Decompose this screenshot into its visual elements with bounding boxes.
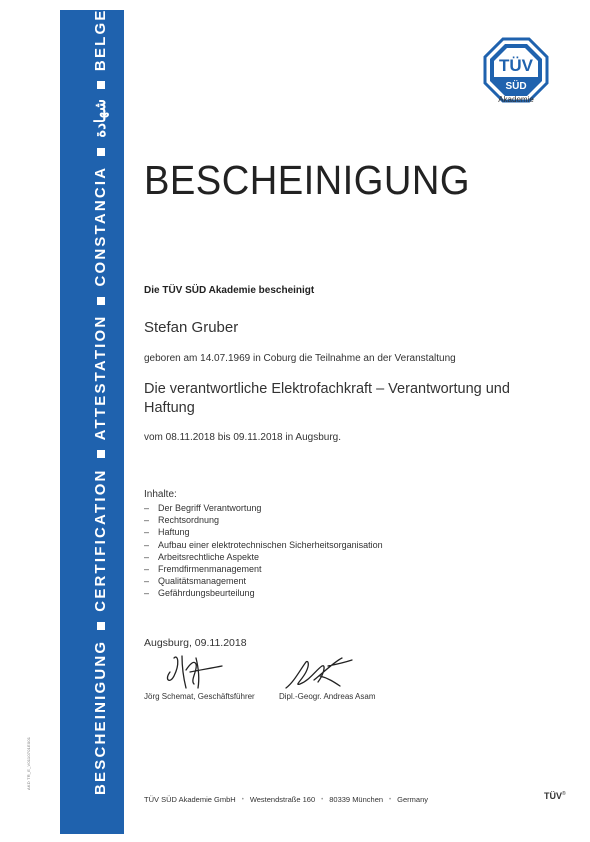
square-separator-icon	[97, 450, 105, 458]
place-date: Augsburg, 09.11.2018	[144, 637, 247, 649]
birth-info: geboren am 14.07.1969 in Coburg die Teilnahme an der Veranstaltung	[144, 353, 456, 364]
logo-line2: SÜD	[505, 81, 527, 92]
square-separator-icon	[97, 622, 105, 630]
footer-city: 80339 München	[329, 795, 384, 804]
document-code: AKD TR_E_V0110701E001	[26, 736, 31, 790]
footer-company: TÜV SÜD Akademie GmbH	[144, 795, 236, 804]
list-item: – Der Begriff Verantwortung	[144, 503, 262, 513]
signer-1: Jörg Schemat, Geschäftsführer	[144, 692, 255, 701]
participant-name: Stefan Gruber	[144, 319, 239, 336]
dot-separator-icon: •	[241, 796, 244, 803]
band-word-constancia: CONSTANCIA	[92, 165, 109, 287]
signature-1-icon	[160, 650, 230, 694]
footer-address	[144, 795, 428, 804]
band-word-certification: CERTIFICATION	[92, 468, 109, 612]
list-item: – Arbeitsrechtliche Aspekte	[144, 551, 260, 562]
list-item: – Rechtsordnung	[144, 515, 220, 526]
square-separator-icon	[97, 148, 105, 156]
intro-text: Die TÜV SÜD Akademie bescheinigt	[144, 285, 315, 296]
square-separator-icon	[97, 297, 105, 305]
dash-icon: –	[144, 539, 150, 550]
band-word-attestation: ATTESTATION	[92, 314, 109, 441]
list-item: – Fremdfirmenmanagement	[144, 564, 262, 575]
band-text	[92, 5, 110, 795]
band-word-bescheinigung: BESCHEINIGUNG	[92, 639, 109, 795]
dash-icon: –	[144, 503, 150, 513]
footer-country: Germany	[397, 795, 428, 804]
footer-tuv-mark: TÜV®	[544, 791, 566, 801]
contents-list	[144, 502, 383, 600]
dash-icon: –	[144, 527, 150, 538]
dot-separator-icon: •	[389, 796, 392, 803]
course-period: vom 08.11.2018 bis 09.11.2018 in Augsburg.	[144, 432, 341, 443]
footer-street: Westendstraße 160	[249, 795, 316, 804]
signer-2: Dipl.-Geogr. Andreas Asam	[279, 692, 376, 701]
square-separator-icon	[97, 81, 105, 89]
document-title: BESCHEINIGUNG	[144, 157, 470, 203]
dash-icon: –	[144, 588, 150, 599]
band-word-belge: BELGE	[92, 8, 109, 72]
logo-line1: TÜV	[499, 56, 533, 75]
dot-separator-icon: •	[321, 796, 324, 803]
contents-label: Inhalte:	[144, 489, 177, 500]
band-word-arabic: شهادة	[92, 99, 109, 138]
course-title: Die verantwortliche Elektrofachkraft – Verantwortung und Haftung	[144, 381, 510, 416]
logo-caption: Akademie	[498, 95, 534, 104]
signature-2-icon	[280, 652, 362, 696]
dash-icon: –	[144, 564, 150, 575]
dash-icon: –	[144, 551, 150, 562]
list-item: – Gefährdungsbeurteilung	[144, 588, 255, 599]
dash-icon: –	[144, 576, 150, 587]
list-item: – Qualitätsmanagement	[144, 576, 247, 587]
list-item: – Haftung	[144, 527, 190, 538]
dash-icon: –	[144, 515, 150, 526]
list-item: – Aufbau einer elektrotechnischen Sicherheitsorganisation	[144, 539, 383, 550]
